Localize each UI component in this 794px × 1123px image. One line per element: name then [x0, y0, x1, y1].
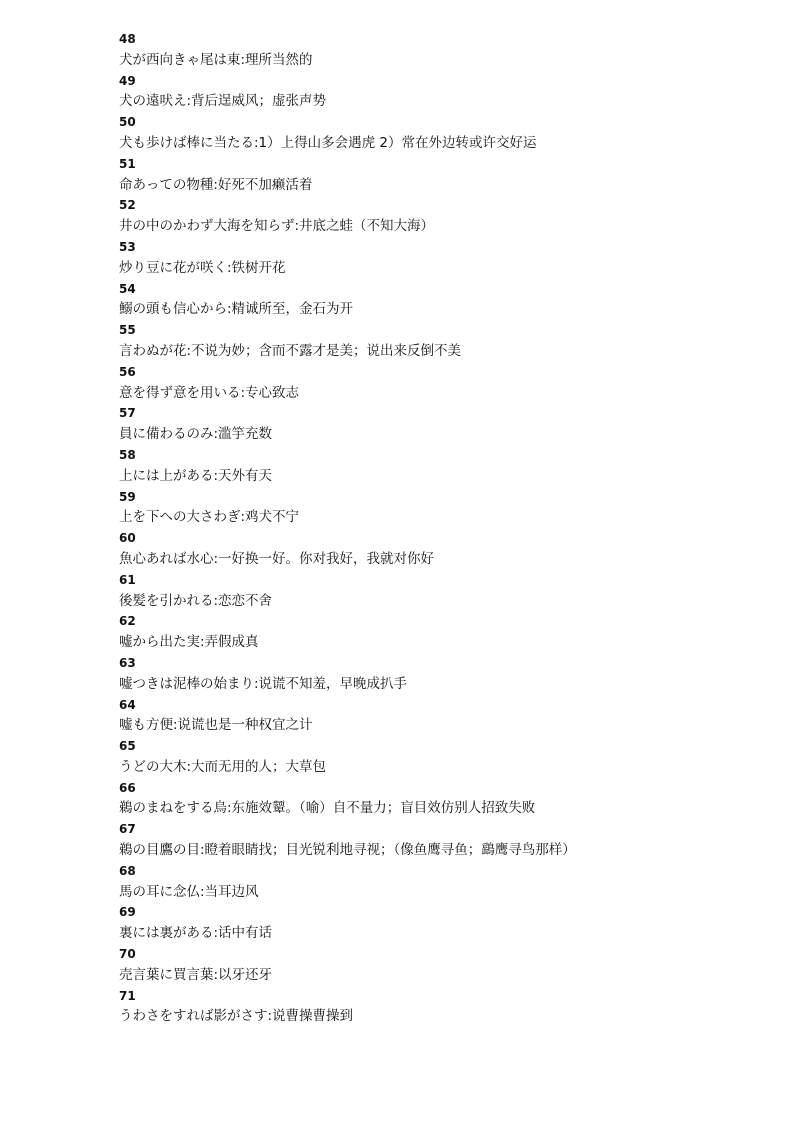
entry-text: 鵜のまねをする烏:东施效颦。（喻）自不量力；盲目效仿别人招致失败 [119, 800, 536, 817]
idiom-entry [119, 154, 759, 196]
entry-text: 売言葉に買言葉:以牙还牙 [119, 966, 273, 983]
entry-text: うどの大木:大而无用的人；大草包 [119, 758, 327, 775]
entry-text: 炒り豆に花が咲く:铁树开花 [119, 259, 286, 276]
entry-number: 51 [119, 156, 136, 171]
idiom-entry [119, 29, 759, 71]
entry-number: 54 [119, 281, 136, 296]
entry-text: 言わぬが花:不说为妙；含而不露才是美；说出来反倒不美 [119, 342, 462, 359]
idiom-entry [119, 195, 759, 237]
idiom-entry [119, 362, 759, 404]
idiom-entry [119, 279, 759, 321]
entry-number: 53 [119, 239, 136, 254]
entry-text: 命あっての物種:好死不加癞活着 [119, 176, 313, 193]
entry-number: 52 [119, 198, 136, 213]
entry-number: 61 [119, 572, 136, 587]
idiom-entry [119, 445, 759, 487]
entry-text: 上を下への大さわぎ:鸡犬不宁 [119, 509, 300, 526]
idiom-entry [119, 819, 759, 861]
idiom-entry [119, 778, 759, 820]
entry-text: 井の中のかわず大海を知らず:井底之蛙（不知大海） [119, 218, 435, 235]
idiom-entry [119, 570, 759, 612]
entry-number: 62 [119, 614, 136, 629]
entry-text: 嘘も方便:说谎也是一种权宜之计 [119, 717, 313, 734]
idiom-entry [119, 237, 759, 279]
entry-text: 犬が西向きゃ尾は東:理所当然的 [119, 51, 313, 68]
entry-text: 上には上がある:天外有天 [119, 467, 273, 484]
entry-text: 魚心あれば水心:一好换一好。你对我好，我就对你好 [119, 550, 435, 567]
entry-text: 犬の遠吠え:背后逞威风；虚张声势 [119, 93, 327, 110]
idiom-entry [119, 695, 759, 737]
entry-text: 員に備わるのみ:滥竽充数 [119, 426, 273, 443]
entry-number: 55 [119, 323, 136, 338]
entry-number: 68 [119, 863, 136, 878]
idiom-entry [119, 487, 759, 529]
idiom-entry [119, 528, 759, 570]
entry-number: 70 [119, 947, 136, 962]
idiom-entry [119, 902, 759, 944]
entry-number: 58 [119, 447, 136, 462]
idiom-entry [119, 944, 759, 986]
entry-text: 嘘から出た実:弄假成真 [119, 634, 259, 651]
entry-text: 嘘つきは泥棒の始まり:说谎不知羞，早晚成扒手 [119, 675, 408, 692]
entry-text: 意を得ず意を用いる:专心致志 [119, 384, 300, 401]
entry-number: 69 [119, 905, 136, 920]
entry-text: 裏には裏がある:话中有话 [119, 925, 273, 942]
entry-text: 鰯の頭も信心から:精诚所至，金石为开 [119, 301, 354, 318]
entry-number: 63 [119, 655, 136, 670]
idiom-entry [119, 611, 759, 653]
idiom-entry [119, 861, 759, 903]
idiom-entry [119, 403, 759, 445]
entry-text: 後髪を引かれる:恋恋不舍 [119, 592, 273, 609]
entry-text: うわさをすれば影がさす:说曹操曹操到 [119, 1008, 354, 1025]
idiom-entry [119, 736, 759, 778]
entry-number: 59 [119, 489, 136, 504]
idiom-entry [119, 112, 759, 154]
idiom-entry [119, 71, 759, 113]
entry-number: 65 [119, 739, 136, 754]
entry-number: 56 [119, 364, 136, 379]
entry-number: 66 [119, 780, 136, 795]
idiom-entry [119, 320, 759, 362]
entry-number: 50 [119, 115, 136, 130]
entry-number: 49 [119, 73, 136, 88]
entry-number: 57 [119, 406, 136, 421]
entry-number: 71 [119, 988, 136, 1003]
entry-number: 48 [119, 32, 136, 46]
entry-text: 犬も歩けば棒に当たる:1）上得山多会遇虎 2）常在外边转或许交好运 [119, 134, 537, 151]
document-page [119, 29, 759, 1027]
entry-number: 60 [119, 531, 136, 546]
entry-text: 馬の耳に念仏:当耳边风 [119, 883, 259, 900]
idiom-entry [119, 653, 759, 695]
idiom-entry [119, 986, 759, 1028]
entry-number: 67 [119, 822, 136, 837]
entry-text: 鵜の目鷹の目:瞪着眼睛找；目光锐利地寻视；（像鱼鹰寻鱼；鷂鹰寻鸟那样） [119, 842, 576, 859]
entry-number: 64 [119, 697, 136, 712]
